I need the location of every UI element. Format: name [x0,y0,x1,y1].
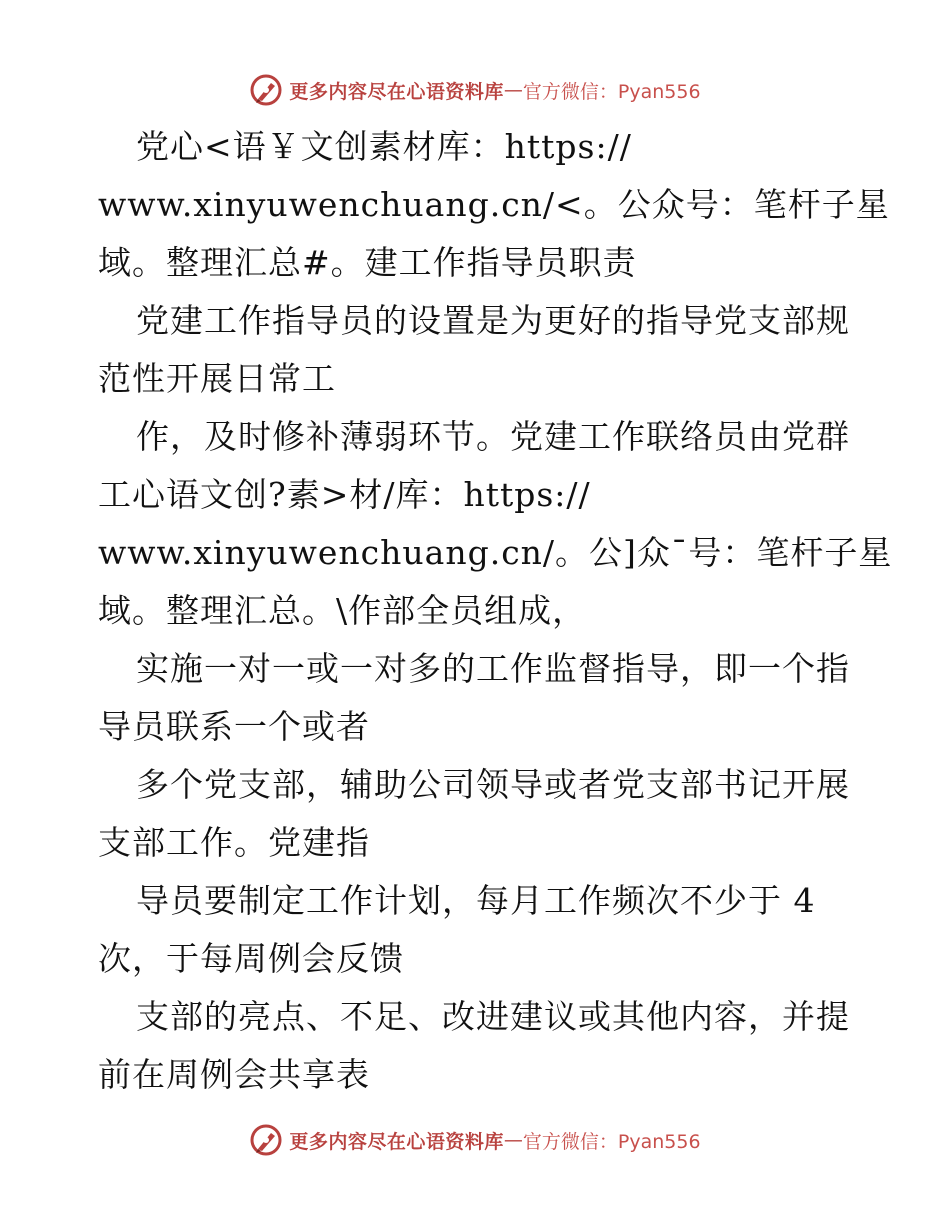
text-line: 域。整理汇总#。建工作指导员职责 [98,243,637,282]
text-line: 多个党支部，辅助公司领导或者党支部书记开展 [136,765,850,804]
pen-logo-icon [249,73,283,107]
text-line: 导员联系一个或者 [98,707,370,746]
text-line: 实施一对一或一对多的工作监督指导，即一个指 [136,649,850,688]
text-line: www.xinyuwenchuang.cn/<。公众号：笔杆子星 [98,185,890,224]
banner-wechat: 官方微信：Pyan556 [522,1130,701,1153]
text-line: 支部工作。党建指 [98,823,370,862]
banner-slogan: 更多内容尽在心语资料库 [289,1130,504,1153]
text-line: www.xinyuwenchuang.cn/。公]众¯号：笔杆子星 [98,533,893,572]
document-body [98,118,893,1104]
text-line: 工心语文创?素>材/库：https:// [98,475,591,514]
text-line: 导员要制定工作计划，每月工作频次不少于 4 [136,881,816,920]
banner-wechat: 官方微信：Pyan556 [522,80,701,103]
text-line: 党建工作指导员的设置是为更好的指导党支部规 [136,301,850,340]
text-line: 前在周例会共享表 [98,1055,370,1094]
text-line: 党心<语￥文创素材库：https:// [136,127,632,166]
text-line: 支部的亮点、不足、改进建议或其他内容，并提 [136,997,850,1036]
text-line: 次，于每周例会反馈 [98,939,404,978]
pen-logo-icon [249,1123,283,1157]
text-line: 作，及时修补薄弱环节。党建工作联络员由党群 [136,417,850,456]
banner-separator: — [503,79,523,101]
banner-separator: — [503,1129,523,1151]
header-banner [0,70,950,110]
text-line: 域。整理汇总。\作部全员组成， [98,591,587,630]
banner-slogan: 更多内容尽在心语资料库 [289,80,504,103]
footer-banner [0,1120,950,1160]
text-line: 范性开展日常工 [98,359,336,398]
